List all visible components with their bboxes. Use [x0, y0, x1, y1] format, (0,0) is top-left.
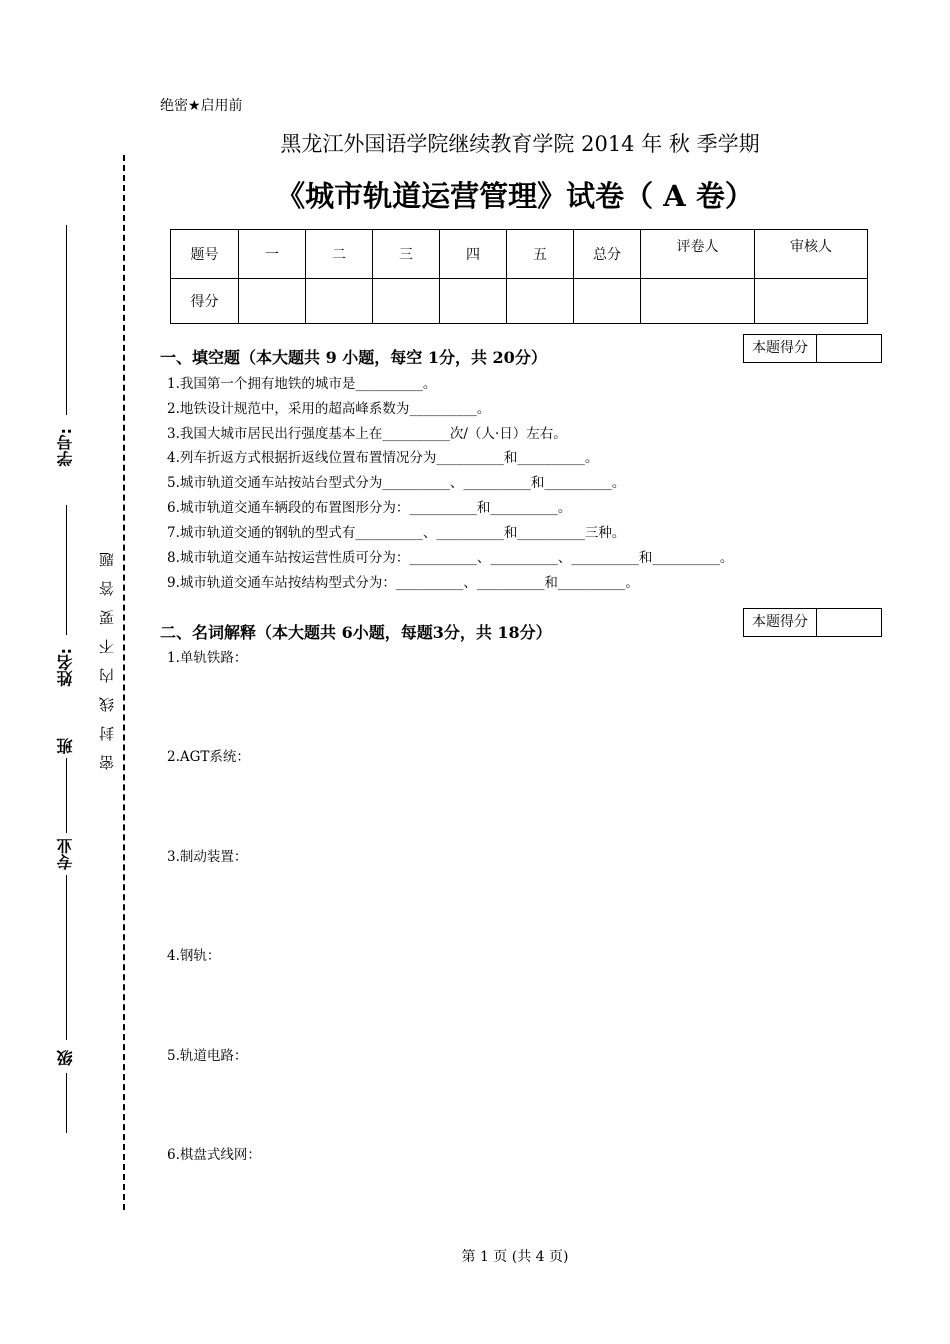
- school-line: 黑龙江外国语学院继续教育学院 2014 年 秋 季学期: [280, 132, 760, 156]
- major-label: 专业: [56, 838, 75, 870]
- score-table-header-cell: 总分: [574, 230, 641, 279]
- page-footer: 第 1 页 (共 4 页): [461, 1249, 569, 1265]
- score-row-label: 得分: [171, 279, 239, 324]
- question-item: 5.城市轨道交通车站按站台型式分为__________、__________和__________。: [167, 475, 626, 491]
- major-underline: [66, 875, 67, 1040]
- score-cell[interactable]: [306, 279, 373, 324]
- score-table-header-row: [171, 230, 868, 279]
- question-item: 2.地铁设计规范中，采用的超高峰系数为__________。: [167, 401, 491, 417]
- score-cell[interactable]: [641, 279, 755, 324]
- question-item: 7.城市轨道交通的钢轨的型式有__________、__________和__________三种。: [167, 525, 626, 541]
- score-cell[interactable]: [574, 279, 641, 324]
- score-table-header-cell: 审核人: [755, 230, 868, 279]
- question-item: 9.城市轨道交通车站按结构型式分为：__________、__________和__________。: [167, 575, 639, 591]
- question-item: 1.单轨铁路：: [167, 650, 248, 666]
- seal-dashed-line: [123, 155, 125, 1210]
- question-item: 5.轨道电路：: [167, 1048, 248, 1064]
- student-id-label: 学号:: [56, 428, 75, 467]
- score-table-header-cell: 四: [440, 230, 507, 279]
- section-score-value[interactable]: [817, 609, 881, 636]
- section1-title: 一、填空题（本大题共 9 小题，每空 1分，共 20分）: [160, 348, 547, 367]
- question-item: 1.我国第一个拥有地铁的城市是__________。: [167, 376, 437, 392]
- grade-underline: [66, 1073, 67, 1133]
- section-score-label: 本题得分: [744, 335, 817, 362]
- question-item: 3.我国大城市居民出行强度基本上在__________次/（人·日）左右。: [167, 426, 567, 442]
- score-table-header-cell: 三: [373, 230, 440, 279]
- question-item: 6.棋盘式线网：: [167, 1147, 261, 1163]
- score-table-header-cell: 题号: [171, 230, 239, 279]
- score-table-header-cell: 一: [239, 230, 306, 279]
- question-item: 6.城市轨道交通车辆段的布置图形分为：__________和__________。: [167, 500, 572, 516]
- question-item: 8.城市轨道交通车站按运营性质可分为：__________、__________、__________和__________。: [167, 550, 734, 566]
- section1-score-box: [743, 334, 882, 363]
- question-item: 4.钢轨：: [167, 948, 221, 964]
- exam-title: 《城市轨道运营管理》试卷（ A 卷）: [276, 179, 754, 213]
- score-cell[interactable]: [239, 279, 306, 324]
- question-item: 4.列车折返方式根据折返线位置布置情况分为__________和__________。: [167, 450, 599, 466]
- score-cell[interactable]: [755, 279, 868, 324]
- score-cell[interactable]: [507, 279, 574, 324]
- question-item: 3.制动装置：: [167, 849, 248, 865]
- score-cell[interactable]: [440, 279, 507, 324]
- name-label: 姓名:: [56, 648, 75, 687]
- seal-notice: 密封线内不要答题: [98, 538, 116, 770]
- score-table-header-cell: 二: [306, 230, 373, 279]
- grade-label: 级: [56, 1050, 75, 1066]
- name-underline: [66, 505, 67, 635]
- section-score-label: 本题得分: [744, 609, 817, 636]
- student-id-underline: [66, 225, 67, 415]
- score-table: [170, 229, 868, 324]
- question-item: 2.AGT系统：: [167, 749, 250, 765]
- class-label: 班: [56, 738, 75, 754]
- secret-mark: 绝密★启用前: [160, 98, 243, 114]
- score-table-score-row: [171, 279, 868, 324]
- score-table-header-cell: 五: [507, 230, 574, 279]
- section2-title: 二、名词解释（本大题共 6小题，每题3分，共 18分）: [160, 623, 552, 642]
- score-table-header-cell: 评卷人: [641, 230, 755, 279]
- class-underline: [66, 758, 67, 833]
- score-cell[interactable]: [373, 279, 440, 324]
- section2-score-box: [743, 608, 882, 637]
- section-score-value[interactable]: [817, 335, 881, 362]
